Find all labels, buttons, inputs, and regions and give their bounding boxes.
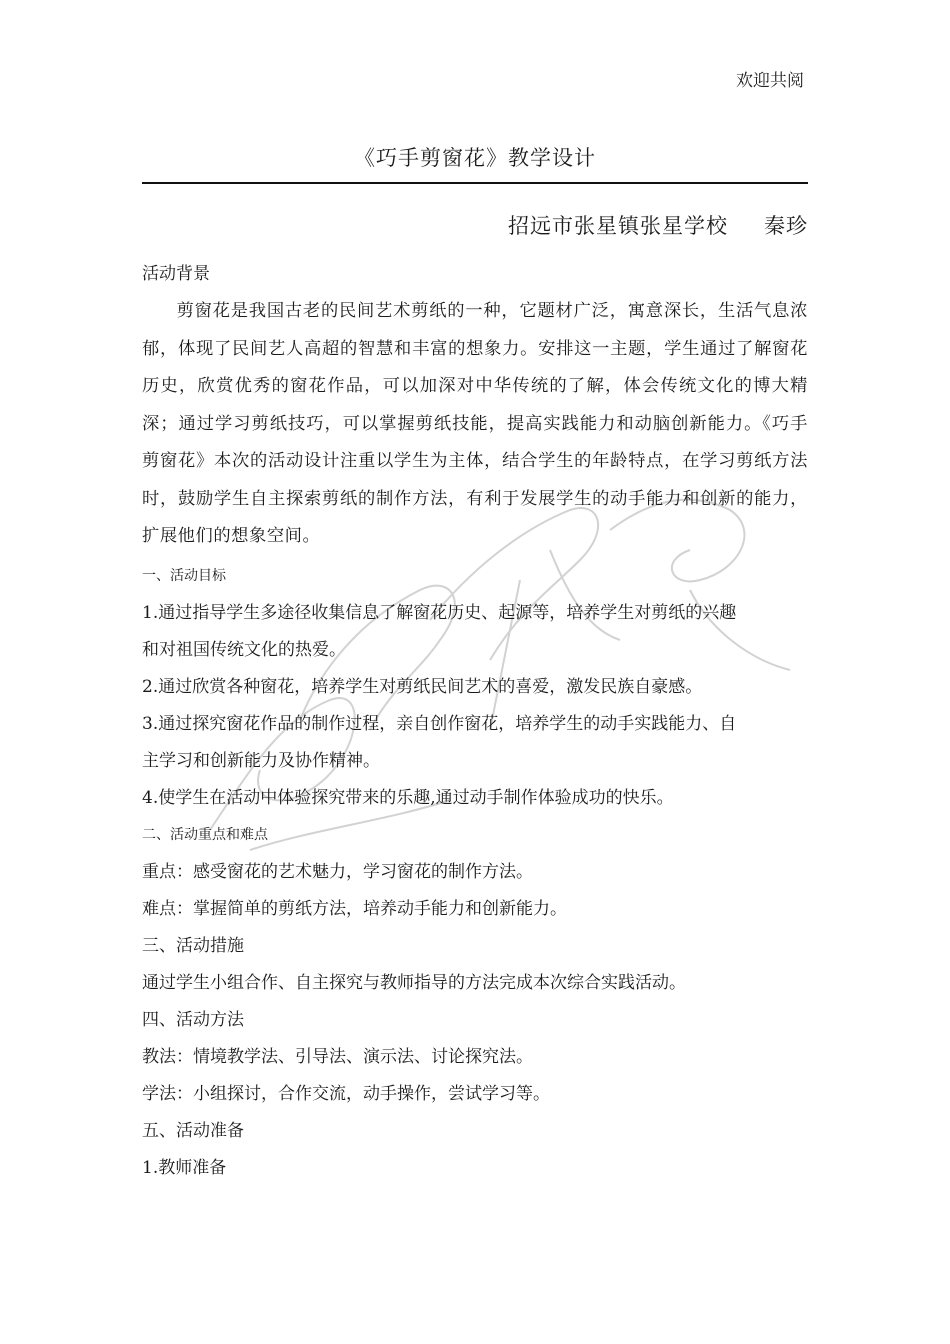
document-title: 《巧手剪窗花》教学设计 (354, 146, 596, 170)
document-body (142, 256, 808, 1187)
preparation-heading: 五、活动准备 (142, 1120, 244, 1141)
background-paragraph: 剪窗花是我国古老的民间艺术剪纸的一种，它题材广泛，寓意深长，生活气息浓郁，体现了民间艺人高超的智慧和丰富的想象力。安排这一主题，学生通过了解窗花历史，欣赏优秀的窗花作品，可以加深对中华传统的了解，体会传统文化的博大精深；通过学习剪纸技巧，可以掌握剪纸技能，提高实践能力和动脑创新能力。《巧手剪窗花》本次的活动设计注重以学生为主体，结合学生的年龄特点，在学习剪纸方法时，鼓励学生自主探索剪纸的制作方法，有利于发展学生的动手能力和创新的能力，扩展他们的想象空间。 (142, 301, 808, 546)
goal-item-1-line-1: 1.通过指导学生多途径收集信息了解窗花历史、起源等，培养学生对剪纸的兴趣 (142, 602, 737, 623)
goal-item-4: 4.使学生在活动中体验探究带来的乐趣,通过动手制作体验成功的快乐。 (142, 787, 674, 808)
author-name: 秦珍 (764, 214, 808, 238)
background-heading: 活动背景 (142, 264, 210, 284)
author-school: 招远市张星镇张星学校 (508, 214, 728, 238)
goals-heading: 一、活动目标 (142, 567, 226, 584)
goal-item-1-line-2: 和对祖国传统文化的热爱。 (142, 639, 346, 660)
title-divider (142, 182, 808, 184)
key-points-heading: 二、活动重点和难点 (142, 826, 268, 843)
methods-heading: 四、活动方法 (142, 1009, 244, 1030)
preparation-item-1: 1.教师准备 (142, 1157, 227, 1178)
learning-methods: 学法：小组探讨，合作交流，动手操作，尝试学习等。 (142, 1083, 550, 1104)
difficult-point: 难点：掌握简单的剪纸方法，培养动手能力和创新能力。 (142, 898, 567, 919)
measures-text: 通过学生小组合作、自主探究与教师指导的方法完成本次综合实践活动。 (142, 972, 686, 993)
key-point: 重点：感受窗花的艺术魅力，学习窗花的制作方法。 (142, 861, 533, 882)
measures-heading: 三、活动措施 (142, 935, 244, 956)
goal-item-2: 2.通过欣赏各种窗花，培养学生对剪纸民间艺术的喜爱，激发民族自豪感。 (142, 676, 703, 697)
teaching-methods: 教法：情境教学法、引导法、演示法、讨论探究法。 (142, 1046, 533, 1067)
header-corner-text: 欢迎共阅 (736, 71, 804, 91)
goal-item-3-line-1: 3.通过探究窗花作品的制作过程，亲自创作窗花，培养学生的动手实践能力、自 (142, 713, 737, 734)
goal-item-3-line-2: 主学习和创新能力及协作精神。 (142, 750, 380, 771)
author-line (508, 210, 808, 240)
